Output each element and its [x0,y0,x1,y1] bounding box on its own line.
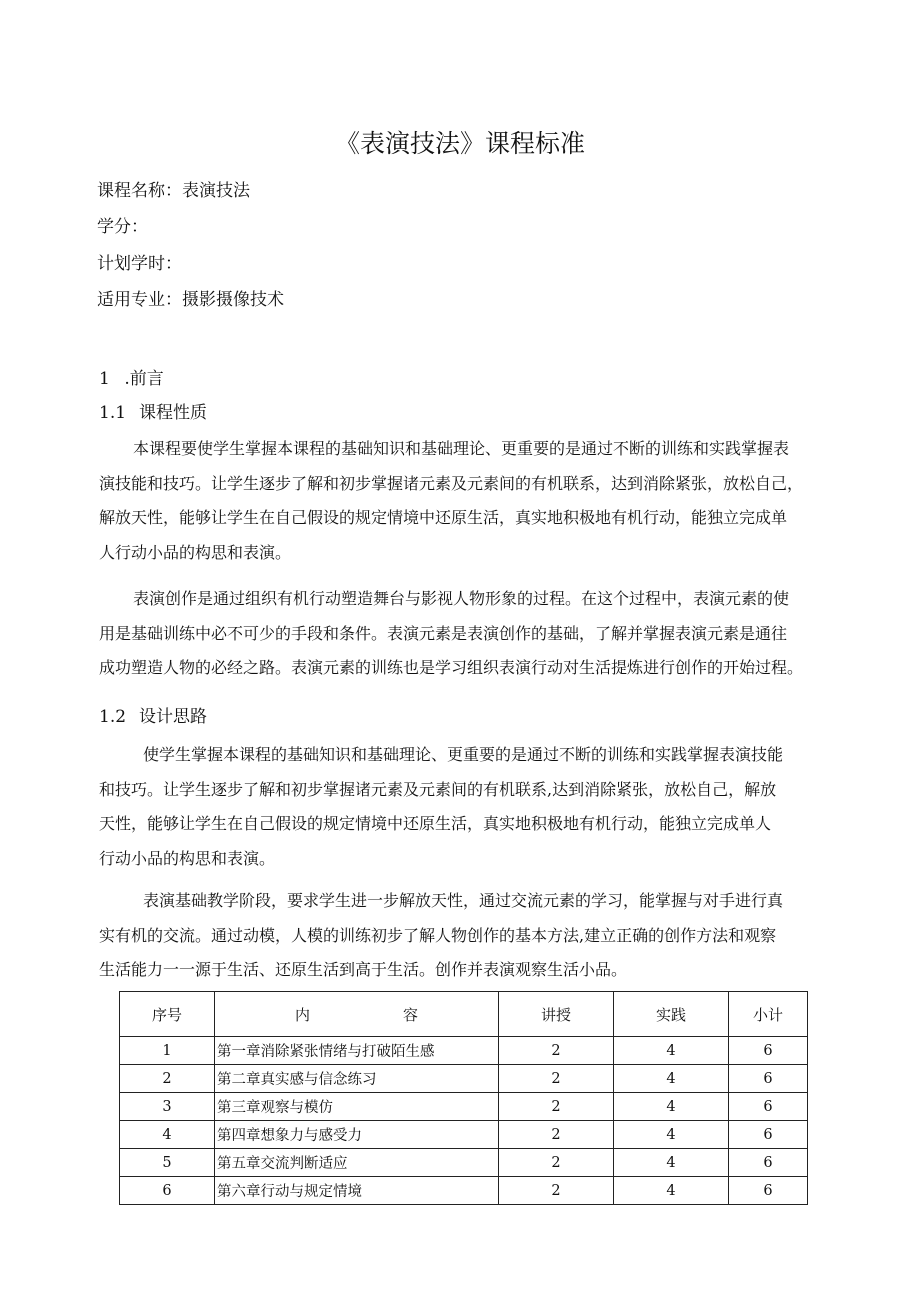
section-number: 1 [99,369,110,389]
section-heading-1-2 [99,702,207,727]
cell-lecture: 2 [499,1177,614,1205]
paragraph-line: 实有机的交流。通过动模，人模的训练初步了解人物创作的基本方法,建立正确的创作方法和观察 [99,925,777,945]
cell-subtotal: 6 [729,1121,808,1149]
section-heading-1-1 [99,398,207,423]
cell-practice: 4 [614,1149,729,1177]
paragraph-line: 使学生掌握本课程的基础知识和基础理论、更重要的是通过不断的训练和实践掌握表演技能 [143,745,784,764]
paragraph-design-1 [99,738,829,876]
cell-lecture: 2 [499,1037,614,1065]
paragraph-line: 解放天性，能够让学生在自己假设的规定情境中还原生活，真实地积极地有机行动，能独立完成单 [99,508,788,527]
header-lecture: 讲授 [499,992,614,1037]
section-number: 1.1 [99,403,127,423]
paragraph-course-nature-2 [99,582,829,686]
cell-subtotal: 6 [729,1093,808,1121]
cell-content: 第二章真实感与信念练习 [215,1065,499,1093]
paragraph-line: 和技巧。让学生逐步了解和初步掌握诸元素及元素间的有机联系,达到消除紧张，放松自己，解放 [99,779,777,799]
paragraph-line: 本课程要使学生掌握本课程的基础知识和基础理论、更重要的是通过不断的训练和实践掌握表 [133,439,790,458]
cell-subtotal: 6 [729,1037,808,1065]
cell-content: 第五章交流判断适应 [215,1149,499,1177]
meta-course-name [97,176,250,201]
cell-practice: 4 [614,1065,729,1093]
meta-label: 计划学时： [97,254,182,274]
cell-content: 第六章行动与规定情境 [215,1177,499,1205]
paragraph-line: 表演创作是通过组织有机行动塑造舞台与影视人物形象的过程。在这个过程中，表演元素的使 [133,589,790,608]
meta-hours [97,249,182,274]
paragraph-line: 天性，能够让学生在自己假设的规定情境中还原生活，真实地积极地有机行动，能独立完成单人 [99,814,772,833]
cell-content: 第一章消除紧张情绪与打破陌生感 [215,1037,499,1065]
header-content-part: 容 [402,1005,418,1024]
header-practice: 实践 [614,992,729,1037]
meta-label: 学分： [97,217,148,237]
cell-lecture: 2 [499,1065,614,1093]
paragraph-line: 成功塑造人物的必经之路。表演元素的训练也是学习组织表演行动对生活提炼进行创作的开始过程。 [99,658,804,677]
cell-content: 第三章观察与模仿 [215,1093,499,1121]
paragraph-line: 用是基础训练中必不可少的手段和条件。表演元素是表演创作的基础，了解并掌握表演元素是通往 [99,623,788,643]
table-row [120,1037,808,1065]
paragraph-course-nature-1 [99,432,829,570]
table-header-row [120,992,808,1037]
course-hours-table [119,991,808,1205]
cell-index: 4 [120,1121,215,1149]
header-content-part: 内 [294,1005,310,1024]
page-title: 《表演技法》课程标准 [334,129,585,158]
meta-value: 表演技法 [182,181,250,201]
cell-index: 1 [120,1037,215,1065]
table-row [120,1121,808,1149]
section-title: 课程性质 [139,403,207,423]
paragraph-line: 生活能力一一源于生活、还原生活到高于生活。创作并表演观察生活小品。 [99,960,628,979]
header-subtotal: 小计 [729,992,808,1037]
table-row [120,1149,808,1177]
section-number: 1.2 [99,707,127,727]
table-row [120,1065,808,1093]
header-content [215,992,499,1037]
table-row [120,1177,808,1205]
paragraph-design-2 [99,884,829,988]
cell-subtotal: 6 [729,1065,808,1093]
cell-lecture: 2 [499,1121,614,1149]
cell-index: 5 [120,1149,215,1177]
meta-label: 适用专业： [97,290,182,310]
cell-subtotal: 6 [729,1177,808,1205]
meta-label: 课程名称： [97,181,182,201]
paragraph-line: 行动小品的构思和表演。 [99,848,276,868]
cell-index: 2 [120,1065,215,1093]
section-title: 设计思路 [139,707,207,727]
paragraph-line: 表演基础教学阶段，要求学生进一步解放天性，通过交流元素的学习，能掌握与对手进行真 [143,891,784,910]
meta-credits [97,212,148,237]
cell-index: 6 [120,1177,215,1205]
paragraph-line: 人行动小品的构思和表演。 [99,542,292,562]
cell-lecture: 2 [499,1093,614,1121]
paragraph-line: 演技能和技巧。让学生逐步了解和初步掌握诸元素及元素间的有机联系，达到消除紧张，放松自己， [99,473,804,493]
header-index: 序号 [120,992,215,1037]
meta-value: 摄影摄像技术 [182,290,284,310]
section-title: .前言 [119,369,164,389]
cell-practice: 4 [614,1037,729,1065]
table-row [120,1093,808,1121]
cell-practice: 4 [614,1177,729,1205]
section-heading-1 [99,364,164,389]
cell-practice: 4 [614,1121,729,1149]
cell-subtotal: 6 [729,1149,808,1177]
cell-index: 3 [120,1093,215,1121]
meta-major [97,285,284,310]
cell-practice: 4 [614,1093,729,1121]
cell-lecture: 2 [499,1149,614,1177]
cell-content: 第四章想象力与感受力 [215,1121,499,1149]
